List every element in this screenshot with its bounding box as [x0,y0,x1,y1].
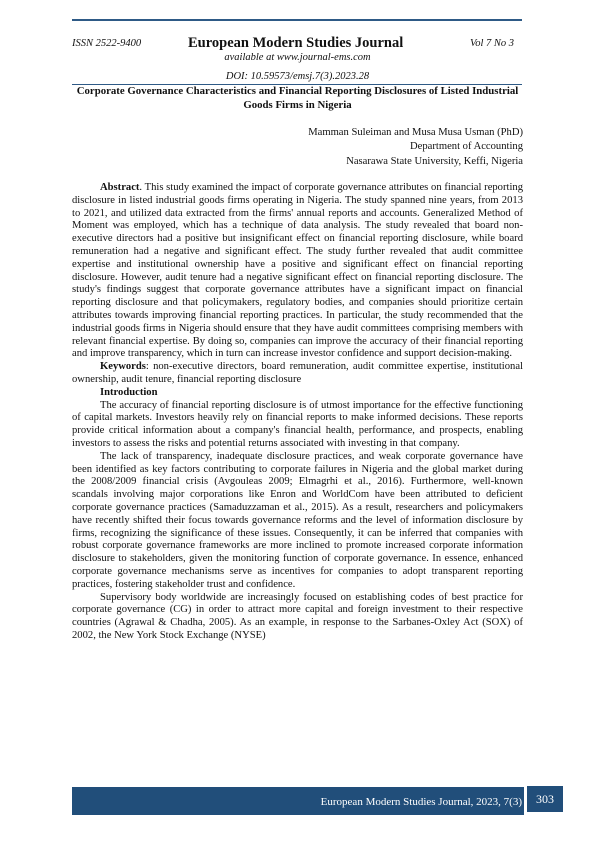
footer-citation: European Modern Studies Journal, 2023, 7(3) [320,796,522,808]
paper-title: Corporate Governance Characteristics and Financial Reporting Disclosures of Listed Industrial Goods Firms in Nigeria [76,85,519,111]
volume-label: Vol 7 No 3 [470,38,515,49]
introduction-paragraph-2: The lack of transparency, inadequate disclosure practices, and weak corporate governance have been identified as key factors contributing to corporate failures in Nigeria and the global market during the 2008/2009 financial crisis (Avgouleas 2009; Elmagrhi et al., 2016). Furthermore, well-known scandals involving major corporations like Enron and WorldCom have been attributed to deficient corporate governance practices (Samaduzzaman et al., 2015). As a result, researchers and policymakers have recently shifted their focus towards governance reforms and the level of information disclosure by firms, recognizing the significance of these issues. Consequently, it can be inferred that companies with robust corporate governance frameworks are more inclined to promote increased corporate information disclosure to stakeholders, given the monitoring function of corporate governance. In essence, enhanced corporate governance mechanisms serve as incentives for companies to adopt transparent reporting practices, fostering stakeholder trust and confidence. [72,450,523,590]
abstract-label: Abstract [100,182,140,193]
introduction-paragraph-1: The accuracy of financial reporting disclosure is of utmost importance for the effective functioning of capital markets. Investors heavily rely on financial reports to make informed decisions. These reports provide critical information about a company's financial health, performance, and prospects, enabling investors to assess the risks and potential returns associated with investing in that company. [72,399,523,449]
doi-label: DOI: 10.59573/emsj.7(3).2023.28 [225,71,370,82]
journal-name: European Modern Studies Journal [188,35,404,51]
author-department: Department of Accounting [410,141,523,153]
introduction-heading: Introduction [100,386,158,398]
author-block [308,126,523,169]
keywords-label: Keywords [100,361,146,373]
availability-note: available at www.journal-ems.com [224,52,371,63]
abstract-paragraph [72,182,523,361]
keywords-text: : non-executive directors, board remuneration, audit committee expertise, institutional ownership, audit tenure, financial reporting disclosure [72,361,523,385]
author-university: Nasarawa State University, Keffi, Nigeria [346,155,523,167]
paper-body [72,182,523,643]
header-top-rule [72,19,522,21]
author-names: Mamman Suleiman and Musa Musa Usman (PhD) [308,127,523,138]
keywords-paragraph [72,361,523,387]
introduction-paragraph-3: Supervisory body worldwide are increasingly focused on establishing codes of best practice for corporate governance (CG) in order to attract more capital and foreign investment to their respective countries (Agrawal & Chadha, 2005). As an example, in response to the Sarbanes-Oxley Act (SOX) of 2002, the New York Stock Exchange (NYSE) [72,591,523,641]
issn-label: ISSN 2522-9400 [72,38,142,49]
footer-band [72,787,524,815]
abstract-text: . This study examined the impact of corporate governance attributes on financial reporting disclosure in listed industrial goods firms operating in Nigeria. The study spanned nine years, from 2013 to 2021, and utilized data extracted from the firms' annual reports and accounts. Generalized Method of Moment was employed, which has a technique of data analysis. The study revealed that board non-executive directors had a positive but insignificant effect on financial reporting disclosure, while board remuneration had a negative and significant effect. The study further revealed that audit committee expertise and institutional ownership have a positive and significant effect on financial reporting disclosure. However, audit tenure had a negative significant effect on financial reporting disclosure. The study's findings suggest that corporate governance attributes have a significant impact on financial reporting disclosure and that policymakers, regulatory bodies, and companies should prioritize certain attributes towards improving financial reporting practices. In particular, the study recommended that the industrial goods firms in Nigeria should ensure that they have audit committees comprising members with relevant financial expertise. By doing so, companies can improve the accuracy of their financial reporting and improve transparency, which in turn can increase investor confidence and support decision-making. [72,182,523,360]
page-number: 303 [527,786,563,812]
